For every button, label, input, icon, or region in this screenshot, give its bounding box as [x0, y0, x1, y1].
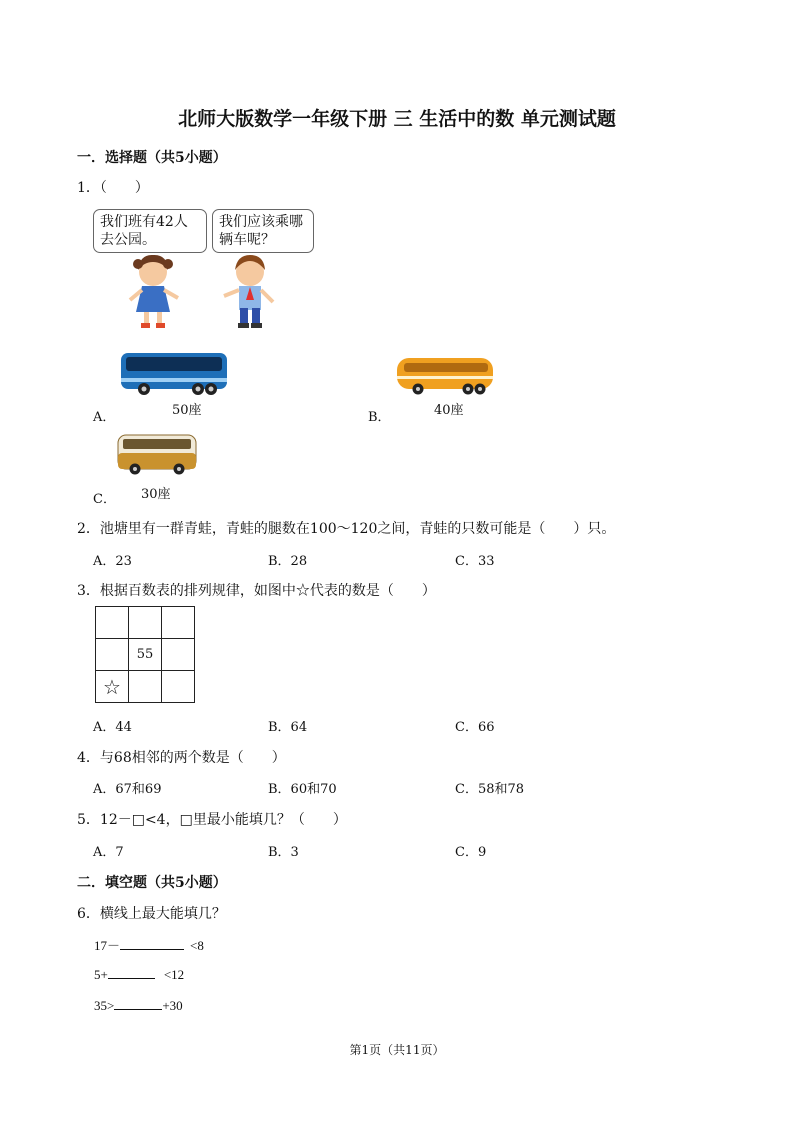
grid-cell — [162, 607, 195, 639]
bus-50-seat-image — [118, 349, 230, 397]
q4-option-b: B．60和70 — [268, 782, 337, 797]
answer-blank-3[interactable] — [114, 997, 162, 1010]
grid-cell — [162, 639, 195, 671]
page-footer: 第1页（共11页） — [349, 1043, 445, 1057]
bus-c-seat-label: 30座 — [141, 487, 171, 502]
q6-line-1-before: 17－ — [94, 938, 121, 953]
bus-30-seat-image — [115, 431, 199, 477]
grid-cell — [96, 607, 129, 639]
section-heading-choice: 一．选择题（共5小题） — [77, 150, 227, 166]
speech-bubble-boy: 我们应该乘哪辆车呢？ — [212, 209, 314, 253]
q5-option-a: A．7 — [93, 845, 124, 860]
q3-option-c: C．66 — [455, 720, 495, 735]
question-5-stem: 5．12－□<4，□里最小能填几？（ ） — [77, 812, 347, 828]
q5-option-c: C．9 — [455, 845, 487, 860]
q6-line-1 — [94, 935, 204, 954]
bus-b-seat-label: 40座 — [434, 403, 464, 418]
question-3-stem: 3．根据百数表的排列规律，如图中☆代表的数是（ ） — [77, 583, 436, 599]
grid-cell — [162, 671, 195, 703]
q6-line-2-before: 5+ — [94, 967, 108, 982]
question-4-stem: 4．与68相邻的两个数是（ ） — [77, 750, 286, 766]
grid-cell — [129, 607, 162, 639]
girl-figure — [130, 255, 178, 328]
q6-line-3-after: +30 — [162, 998, 183, 1013]
hundred-chart-grid — [95, 606, 195, 703]
q1-option-b-label: B． — [368, 410, 391, 425]
question-6-stem: 6．横线上最大能填几？ — [77, 906, 226, 922]
answer-blank-2[interactable] — [108, 966, 155, 979]
q2-option-c: C．33 — [455, 554, 495, 569]
question-2-stem: 2．池塘里有一群青蛙，青蛙的腿数在100～120之间，青蛙的只数可能是（ ）只。 — [77, 521, 616, 537]
boy-figure — [224, 255, 273, 328]
q1-option-c-label: C． — [93, 492, 116, 507]
bus-a-seat-label: 50座 — [172, 403, 202, 418]
q1-option-a-label: A． — [93, 410, 116, 425]
bus-40-seat-image — [394, 354, 496, 396]
speech-bubble-girl: 我们班有42人去公园。 — [93, 209, 207, 253]
grid-cell — [129, 671, 162, 703]
answer-blank-1[interactable] — [120, 937, 184, 950]
q3-option-a: A．44 — [93, 720, 132, 735]
q4-option-a: A．67和69 — [93, 782, 162, 797]
q3-option-b: B．64 — [268, 720, 308, 735]
q6-line-1-after: <8 — [190, 938, 204, 953]
q6-line-2 — [94, 966, 184, 983]
page-title: 北师大版数学一年级下册 三 生活中的数 单元测试题 — [178, 108, 616, 130]
q6-line-3-before: 35> — [94, 998, 115, 1013]
grid-cell-55: 55 — [129, 639, 162, 671]
grid-cell — [96, 639, 129, 671]
q6-line-2-after: <12 — [163, 967, 185, 982]
q4-option-c: C．58和78 — [455, 782, 525, 797]
question-1-stem: 1．（ ） — [77, 180, 149, 196]
q5-option-b: B．3 — [268, 845, 299, 860]
children-illustration — [90, 250, 320, 335]
q6-line-3 — [94, 997, 183, 1014]
q2-option-b: B．28 — [268, 554, 308, 569]
grid-cell-star: ☆ — [96, 671, 129, 703]
section-heading-fill: 二．填空题（共5小题） — [77, 875, 227, 891]
q2-option-a: A．23 — [93, 554, 132, 569]
